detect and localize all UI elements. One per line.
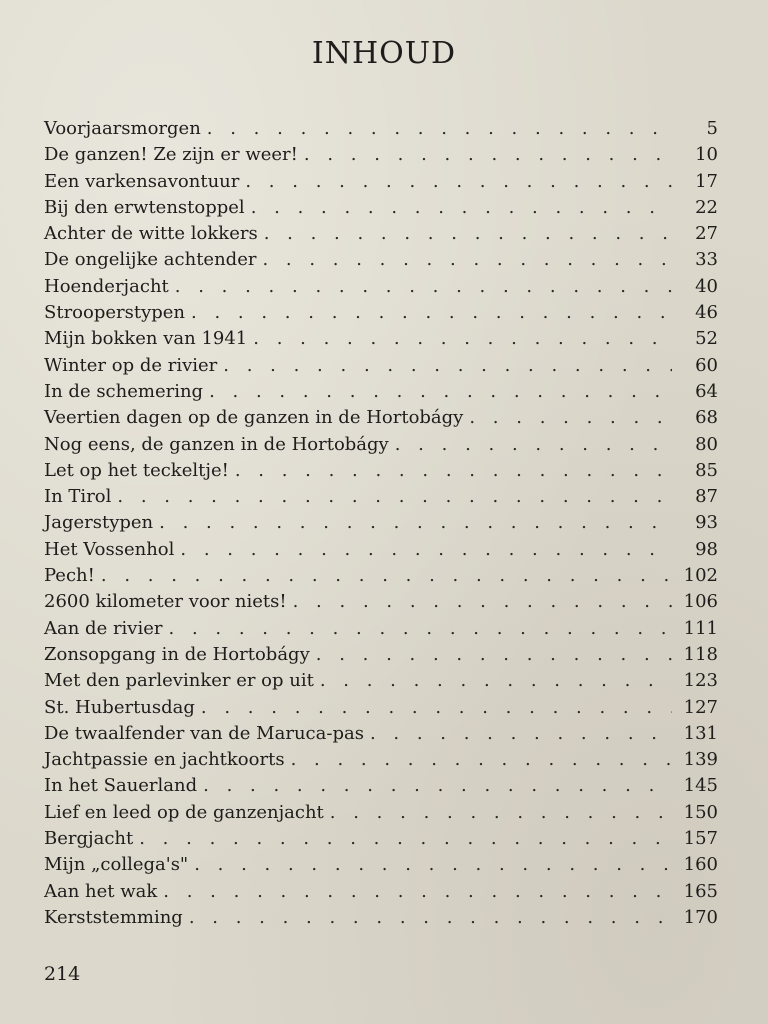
toc-entry: [44, 353, 718, 379]
dot-leader: [169, 616, 673, 642]
entry-title: De ongelijke achtender: [44, 249, 257, 271]
entry-title: Kerststemming: [44, 906, 183, 928]
dot-leader: [159, 510, 672, 536]
toc-entry: [44, 326, 718, 352]
entry-title: Aan het wak: [44, 880, 158, 902]
toc-entry: [44, 642, 718, 668]
entry-title: Winter op de rivier: [44, 354, 218, 376]
entry-page-number: 111: [683, 617, 718, 639]
toc-entry: [44, 142, 718, 168]
toc-entry: [44, 274, 718, 300]
entry-title: Jachtpassie en jachtkoorts: [44, 749, 285, 771]
toc-entry: [44, 668, 718, 694]
dot-leader: [253, 326, 672, 352]
entry-title: De ganzen! Ze zijn er weer!: [44, 144, 298, 166]
dot-leader: [469, 405, 672, 431]
toc-entry: [44, 773, 718, 799]
entry-page-number: 46: [695, 302, 718, 324]
toc-entry: [44, 695, 718, 721]
entry-title: Bergjacht: [44, 828, 134, 850]
entry-title: In het Sauerland: [44, 775, 198, 797]
entry-title: Nog eens, de ganzen in de Hortobágy: [44, 433, 389, 455]
entry-page-number: 52: [695, 328, 718, 350]
entry-page-number: 68: [695, 407, 718, 429]
toc-entry: [44, 879, 718, 905]
entry-title: Een varkensavontuur: [44, 170, 240, 192]
entry-title: 2600 kilometer voor niets!: [44, 591, 287, 613]
dot-leader: [320, 668, 672, 694]
toc-entry: [44, 852, 718, 878]
dot-leader: [101, 563, 672, 589]
entry-page-number: 40: [695, 275, 718, 297]
toc-entry: [44, 379, 718, 405]
toc-entry: [44, 484, 718, 510]
entry-page-number: 139: [683, 749, 718, 771]
entry-title: Let op het teckeltje!: [44, 459, 229, 481]
dot-leader: [194, 852, 672, 878]
toc-entry: [44, 826, 718, 852]
entry-page-number: 150: [683, 801, 718, 823]
toc-entry: [44, 195, 718, 221]
page-title: INHOUD: [311, 36, 457, 71]
dot-leader: [207, 116, 672, 142]
dot-leader: [117, 484, 672, 510]
entry-title: Het Vossenhol: [44, 538, 175, 560]
dot-leader: [293, 589, 672, 615]
entry-page-number: 165: [683, 880, 718, 902]
dot-leader: [251, 195, 672, 221]
dot-leader: [395, 432, 672, 458]
folio-page-number: 214: [44, 963, 81, 985]
dot-leader: [291, 747, 672, 773]
entry-page-number: 106: [683, 591, 718, 613]
dot-leader: [304, 142, 672, 168]
entry-page-number: 160: [683, 854, 718, 876]
toc-entry: [44, 800, 718, 826]
toc-entry: [44, 721, 718, 747]
entry-page-number: 145: [683, 775, 718, 797]
entry-title: Met den parlevinker er op uit: [44, 670, 314, 692]
dot-leader: [235, 458, 672, 484]
dot-leader: [316, 642, 672, 668]
entry-page-number: 80: [695, 433, 718, 455]
table-of-contents: [44, 116, 718, 931]
entry-page-number: 10: [695, 144, 718, 166]
entry-page-number: 60: [695, 354, 718, 376]
entry-page-number: 102: [683, 565, 718, 587]
toc-entry: [44, 405, 718, 431]
toc-entry: [44, 458, 718, 484]
entry-title: Aan de rivier: [44, 617, 163, 639]
dot-leader: [139, 826, 672, 852]
entry-title: Pech!: [44, 565, 95, 587]
entry-page-number: 170: [683, 906, 718, 928]
entry-title: Strooperstypen: [44, 302, 186, 324]
entry-page-number: 85: [695, 459, 718, 481]
dot-leader: [191, 300, 672, 326]
entry-page-number: 5: [706, 118, 718, 139]
dot-leader: [209, 379, 672, 405]
dot-leader: [245, 169, 672, 195]
entry-page-number: 64: [695, 380, 718, 402]
entry-title: St. Hubertusdag: [44, 696, 195, 718]
toc-entry: [44, 589, 718, 615]
entry-page-number: 118: [683, 643, 718, 665]
toc-entry: [44, 247, 718, 273]
dot-leader: [180, 537, 672, 563]
dot-leader: [175, 274, 672, 300]
toc-entry: [44, 221, 718, 247]
entry-title: Voorjaarsmorgen: [44, 118, 201, 139]
toc-entry: [44, 537, 718, 563]
entry-page-number: 27: [695, 223, 718, 245]
entry-title: De twaalfender van de Maruca-pas: [44, 722, 364, 744]
entry-title: Lief en leed op de ganzenjacht: [44, 801, 324, 823]
entry-title: In Tirol: [44, 486, 112, 508]
toc-entry: [44, 616, 718, 642]
dot-leader: [262, 247, 672, 273]
dot-leader: [370, 721, 672, 747]
entry-page-number: 17: [695, 170, 718, 192]
entry-title: In de schemering: [44, 380, 204, 402]
toc-entry: [44, 905, 718, 931]
toc-entry: [44, 300, 718, 326]
dot-leader: [189, 905, 672, 931]
dot-leader: [203, 773, 672, 799]
entry-page-number: 131: [683, 722, 718, 744]
entry-title: Zonsopgang in de Hortobágy: [44, 643, 310, 665]
entry-title: Veertien dagen op de ganzen in de Hortobágy: [44, 407, 464, 429]
entry-title: Mijn bokken van 1941: [44, 328, 248, 350]
toc-entry: [44, 116, 718, 142]
entry-page-number: 157: [683, 828, 718, 850]
entry-title: Jagerstypen: [44, 512, 154, 534]
toc-entry: [44, 563, 718, 589]
entry-page-number: 87: [695, 486, 718, 508]
entry-page-number: 33: [695, 249, 718, 271]
entry-page-number: 123: [683, 670, 718, 692]
toc-entry: [44, 169, 718, 195]
entry-title: Hoenderjacht: [44, 275, 169, 297]
dot-leader: [264, 221, 672, 247]
entry-page-number: 22: [695, 196, 718, 218]
toc-entry: [44, 747, 718, 773]
entry-title: Achter de witte lokkers: [44, 223, 258, 245]
entry-page-number: 98: [695, 538, 718, 560]
toc-entry: [44, 510, 718, 536]
dot-leader: [163, 879, 672, 905]
entry-page-number: 127: [683, 696, 718, 718]
entry-title: Bij den erwtenstoppel: [44, 196, 245, 218]
entry-page-number: 93: [695, 512, 718, 534]
dot-leader: [201, 695, 672, 721]
dot-leader: [223, 353, 672, 379]
dot-leader: [330, 800, 672, 826]
toc-entry: [44, 432, 718, 458]
entry-title: Mijn „collega's": [44, 854, 189, 876]
